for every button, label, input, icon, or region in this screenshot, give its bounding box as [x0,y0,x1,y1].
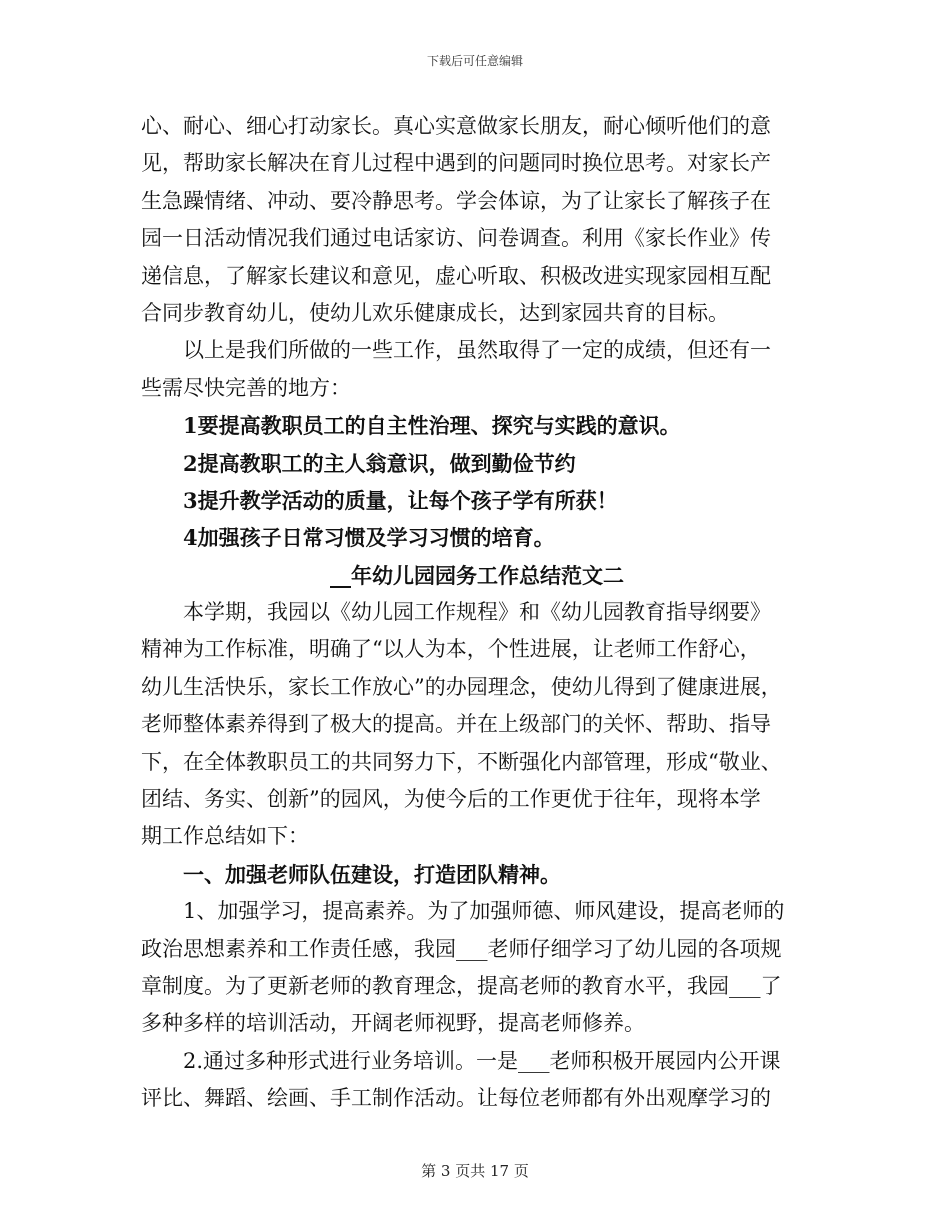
paragraph-line: 下，在全体教职员工的共同努力下，不断强化内部管理，形成“敬业、 [141,749,782,774]
bold-paragraph-line: 4加强孩子日常习惯及学习习惯的培育。 [183,525,555,551]
paragraph-line: 团结、务实、创新”的园风，为使今后的工作更优于往年，现将本学 [141,787,761,812]
paragraph-line: 心、耐心、细心打动家长。真心实意做家长朋友，耐心倾听他们的意 [141,114,771,138]
bold-paragraph-line: 1要提高教职员工的自主性治理、探究与实践的意识。 [183,413,681,439]
document-body [141,108,813,1118]
header-note: 下载后可任意编辑 [426,54,523,68]
paragraph-line: 幼儿生活快乐，家长工作放心”的办园理念，使幼儿得到了健康进展， [141,674,782,699]
bold-paragraph-line: 2提高教职工的主人翁意识，做到勤俭节约 [183,450,576,476]
paragraph-line: 合同步教育幼儿，使幼儿欢乐健康成长，达到家园共育的目标。 [141,300,729,325]
paragraph-line: 章制度。为了更新老师的教育理念，提高老师的教育水平，我园___了 [141,973,782,998]
paragraph-line: 生急躁情绪、冲动、要冷静思考。学会体谅，为了让家长了解孩子在 [141,188,771,213]
paragraph-line: 期工作总结如下： [141,824,309,849]
paragraph-line: 老师整体素养得到了极大的提高。并在上级部门的关怀、帮助、指导 [141,712,771,737]
paragraph-line: 本学期，我园以《幼儿园工作规程》和《幼儿园教育指导纲要》 [183,600,771,625]
bold-paragraph-line: 一、加强老师队伍建设，打造团队精神。 [183,861,561,887]
paragraph-line: 2.通过多种形式进行业务培训。一是___老师积极开展园内公开课 [183,1048,781,1073]
paragraph-line: 递信息，了解家长建议和意见，虚心听取、积极改进实现家园相互配 [141,263,771,288]
bold-paragraph-line: 3提升教学活动的质量，让每个孩子学有所获！ [183,487,618,513]
paragraph-line: 1、加强学习，提高素养。为了加强师德、师风建设，提高老师的 [183,899,785,924]
paragraph-line: 见，帮助家长解决在育儿过程中遇到的问题同时换位思考。对家长产 [141,151,771,176]
paragraph-line: 评比、舞蹈、绘画、手工制作活动。让每位老师都有外出观摩学习的 [141,1086,771,1111]
page-number: 第 3 页共 17 页 [421,1162,529,1180]
paragraph-line: 园一日活动情况我们通过电话家访、问卷调查。利用《家长作业》传 [141,226,771,251]
paragraph-line: 些需尽快完善的地方： [141,375,351,400]
paragraph-line: 精神为工作标准，明确了“以人为本，个性进展，让老师工作舒心， [141,637,761,662]
paragraph-line: 以上是我们所做的一些工作，虽然取得了一定的成绩，但还有一 [183,338,771,363]
paragraph-line: 政治思想素养和工作责任感，我园___老师仔细学习了幼儿园的各项规 [141,936,782,961]
paragraph-line: 多种多样的培训活动，开阔老师视野，提高老师修养。 [141,1011,645,1036]
section-title: __年幼儿园园务工作总结范文二 [330,562,624,588]
